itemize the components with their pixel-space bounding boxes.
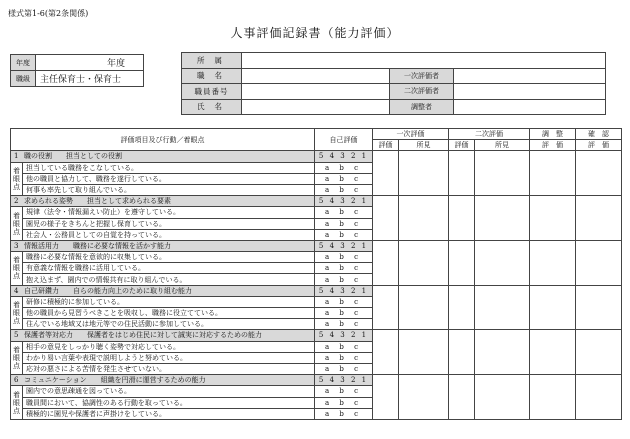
self-eval-abc[interactable]: a b c [315, 363, 373, 374]
adjust-rating-cell[interactable] [530, 285, 576, 330]
second-rating-cell[interactable] [449, 196, 475, 241]
adjust-rating-cell[interactable] [530, 330, 576, 375]
confirm-rating-cell[interactable] [576, 151, 622, 196]
section-title-text: 自己研鑽力 自らの能力向上のために取り組む能力 [24, 286, 192, 295]
section-number: 2 [14, 197, 19, 206]
section-title-text: 職の役割 担当としての役割 [24, 152, 122, 161]
self-eval-scale[interactable]: 5 4 3 2 1 [315, 196, 373, 207]
first-eval-header: 一次評価 [373, 129, 449, 140]
position-label: 職級 [11, 71, 36, 87]
section-row [11, 375, 622, 386]
first-rating-cell[interactable] [373, 330, 399, 375]
page-title: 人事評価記録書（能力評価） [230, 26, 400, 40]
second-rating-cell[interactable] [449, 151, 475, 196]
focus-point: 相手の意見をしっかり聴く姿勢で対応している。 [23, 341, 315, 352]
focus-point: 園内での意思疎通を図っている。 [23, 386, 315, 397]
self-eval-scale[interactable]: 5 4 3 2 1 [315, 240, 373, 251]
confirm-rating-cell[interactable] [576, 375, 622, 420]
focus-point: 職員間において、協調性のある行動を取っている。 [23, 397, 315, 408]
focus-point: 他の職員から見習うべきことを吸収し、職務に役立てている。 [23, 308, 315, 319]
second-opinion-cell[interactable] [475, 196, 530, 241]
staffno-label: 職員番号 [182, 84, 242, 100]
name-label: 氏名 [182, 99, 242, 115]
evaluation-table [10, 128, 622, 420]
first-opinion-cell[interactable] [399, 285, 449, 330]
focus-points-label: 着眼点 [11, 162, 23, 196]
first-opinion-cell[interactable] [399, 330, 449, 375]
first-evaluator-field[interactable] [454, 68, 606, 84]
section-title [11, 285, 315, 296]
first-evaluator-label: 一次評価者 [390, 68, 454, 84]
section-number: 1 [14, 152, 19, 161]
confirm-rating-cell[interactable] [576, 330, 622, 375]
section-title [11, 375, 315, 386]
confirm-rating-cell[interactable] [576, 285, 622, 330]
year-label: 年度 [11, 55, 36, 71]
confirm-rating-header: 評 価 [576, 140, 622, 151]
section-row [11, 240, 622, 251]
first-rating-cell[interactable] [373, 375, 399, 420]
focus-point: 何事も率先して取り組んでいる。 [23, 184, 315, 195]
focus-point: 園児の様子をきちんと把握し保育している。 [23, 218, 315, 229]
section-title [11, 240, 315, 251]
focus-point: 応対の悪さによる苦情を発生させていない。 [23, 363, 315, 374]
focus-point: 抱え込まず、園内での情報共有に取り組んでいる。 [23, 274, 315, 285]
section-title-text: 保護者等対応力 保護者をはじめ住民に対して誠実に対応するための能力 [24, 331, 262, 340]
first-rating-header: 評価 [373, 140, 399, 151]
section-title [11, 330, 315, 341]
year-field[interactable]: 年度 [36, 55, 144, 71]
section-row [11, 196, 622, 207]
focus-point: 規律（法令・情報漏えい防止）を遵守している。 [23, 207, 315, 218]
self-eval-abc[interactable]: a b c [315, 386, 373, 397]
self-eval-abc[interactable]: a b c [315, 173, 373, 184]
self-eval-scale[interactable]: 5 4 3 2 1 [315, 330, 373, 341]
self-eval-scale[interactable]: 5 4 3 2 1 [315, 285, 373, 296]
job-label: 職名 [182, 68, 242, 84]
section-row [11, 330, 622, 341]
name-field[interactable] [242, 99, 390, 115]
section-number: 4 [14, 286, 19, 295]
adjuster-label: 調整者 [390, 99, 454, 115]
focus-point: 社会人・公務員としての自覚を持っている。 [23, 229, 315, 240]
section-number: 6 [14, 376, 19, 385]
first-opinion-header: 所見 [399, 140, 449, 151]
section-title-text: 求められる姿勢 担当として求められる要素 [24, 197, 171, 206]
self-eval-abc[interactable]: a b c [315, 308, 373, 319]
self-eval-abc[interactable]: a b c [315, 408, 373, 419]
focus-points-label: 着眼点 [11, 252, 23, 286]
first-opinion-cell[interactable] [399, 196, 449, 241]
section-title [11, 151, 315, 162]
adjust-rating-cell[interactable] [530, 196, 576, 241]
focus-points-label: 着眼点 [11, 341, 23, 375]
self-eval-abc[interactable]: a b c [315, 341, 373, 352]
items-header: 評価項目及び行動／着眼点 [11, 129, 315, 151]
adjust-header: 調 整 [530, 129, 576, 140]
second-rating-cell[interactable] [449, 330, 475, 375]
adjust-rating-cell[interactable] [530, 151, 576, 196]
second-opinion-header: 所見 [475, 140, 530, 151]
self-eval-abc[interactable]: a b c [315, 207, 373, 218]
adjust-rating-cell[interactable] [530, 240, 576, 285]
second-opinion-cell[interactable] [475, 285, 530, 330]
second-evaluator-field[interactable] [454, 84, 606, 100]
staffno-field[interactable] [242, 84, 390, 100]
self-eval-abc[interactable]: a b c [315, 263, 373, 274]
confirm-rating-cell[interactable] [576, 240, 622, 285]
self-eval-abc[interactable]: a b c [315, 184, 373, 195]
focus-point: 他の職員と協力して、職務を遂行している。 [23, 173, 315, 184]
focus-point: 職務に必要な情報を意欲的に収集している。 [23, 252, 315, 263]
section-title-text: 情報活用力 職務に必要な情報を活かす能力 [24, 241, 171, 250]
second-eval-header: 二次評価 [449, 129, 530, 140]
first-rating-cell[interactable] [373, 285, 399, 330]
confirm-rating-cell[interactable] [576, 196, 622, 241]
job-field[interactable] [242, 68, 390, 84]
focus-points-label: 着眼点 [11, 386, 23, 420]
section-title-text: コミュニケーション 組織を円滑に運営するための能力 [24, 376, 206, 385]
focus-point: 積極的に園児や保護者に声掛けをしている。 [23, 408, 315, 419]
dept-label: 所属 [182, 53, 242, 69]
adjuster-field[interactable] [454, 99, 606, 115]
confirm-header: 確 認 [576, 129, 622, 140]
section-row [11, 151, 622, 162]
adjust-rating-cell[interactable] [530, 375, 576, 420]
second-opinion-cell[interactable] [475, 151, 530, 196]
focus-point: 有意義な情報を職務に活用している。 [23, 263, 315, 274]
self-eval-scale[interactable]: 5 4 3 2 1 [315, 375, 373, 386]
form-number: 様式第1-6(第2条関係) [8, 9, 89, 18]
self-eval-abc[interactable]: a b c [315, 252, 373, 263]
self-eval-abc[interactable]: a b c [315, 162, 373, 173]
self-eval-abc[interactable]: a b c [315, 319, 373, 330]
self-eval-abc[interactable]: a b c [315, 218, 373, 229]
focus-point: わかり易い言葉や表現で説明しようと努めている。 [23, 352, 315, 363]
focus-point: 研修に積極的に参加している。 [23, 296, 315, 307]
section-number: 3 [14, 241, 19, 250]
focus-points-label: 着眼点 [11, 296, 23, 330]
second-rating-cell[interactable] [449, 285, 475, 330]
second-opinion-cell[interactable] [475, 375, 530, 420]
position-field[interactable]: 主任保育士・保育士 [36, 71, 144, 87]
self-eval-abc[interactable]: a b c [315, 352, 373, 363]
focus-point: 住んでいる地域又は地元等での住民活動に参加している。 [23, 319, 315, 330]
section-title [11, 196, 315, 207]
staff-info-table [181, 52, 606, 115]
self-eval-scale[interactable]: 5 4 3 2 1 [315, 151, 373, 162]
second-rating-cell[interactable] [449, 240, 475, 285]
first-opinion-cell[interactable] [399, 240, 449, 285]
first-opinion-cell[interactable] [399, 151, 449, 196]
section-row [11, 285, 622, 296]
adjust-rating-header: 評 価 [530, 140, 576, 151]
first-rating-cell[interactable] [373, 151, 399, 196]
second-evaluator-label: 二次評価者 [390, 84, 454, 100]
first-opinion-cell[interactable] [399, 375, 449, 420]
self-eval-header: 自己評価 [315, 129, 373, 151]
dept-field[interactable] [242, 53, 606, 69]
first-rating-cell[interactable] [373, 240, 399, 285]
focus-point: 担当している職務をこなしている。 [23, 162, 315, 173]
focus-points-label: 着眼点 [11, 207, 23, 241]
first-rating-cell[interactable] [373, 196, 399, 241]
second-opinion-cell[interactable] [475, 240, 530, 285]
second-rating-cell[interactable] [449, 375, 475, 420]
second-opinion-cell[interactable] [475, 330, 530, 375]
year-position-table [10, 54, 144, 87]
self-eval-abc[interactable]: a b c [315, 397, 373, 408]
section-number: 5 [14, 331, 19, 340]
self-eval-abc[interactable]: a b c [315, 274, 373, 285]
self-eval-abc[interactable]: a b c [315, 296, 373, 307]
second-rating-header: 評価 [449, 140, 475, 151]
self-eval-abc[interactable]: a b c [315, 229, 373, 240]
